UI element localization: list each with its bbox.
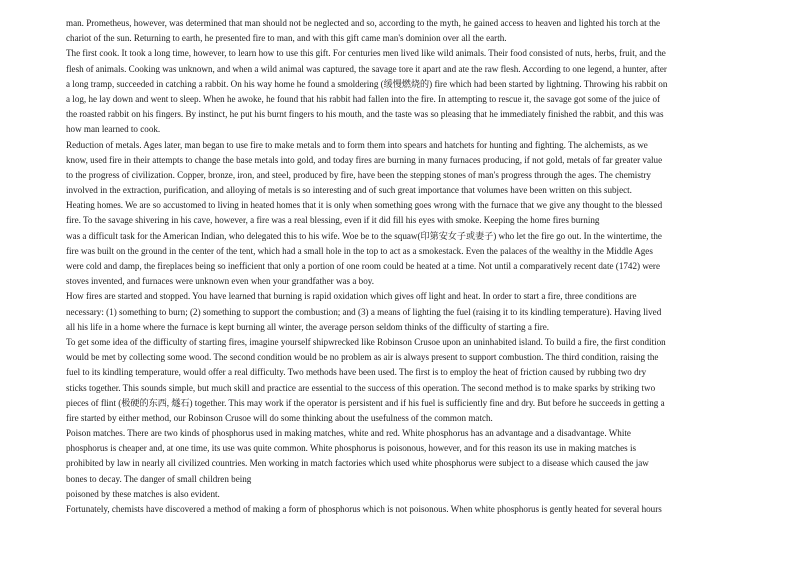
text-line: all his life in a home where the furnace is kept burning all winter, the average person seldom thinks of the difficulty of starting a fire.	[66, 321, 550, 332]
text-line: would be met by collecting some wood. The second condition would be no problem as air is always present to support combustion. The third condition, raising the	[66, 352, 659, 363]
text-line: sticks together. This sounds simple, but much skill and practice are essential to the success of this operation. The second method is to make sparks by striking two	[66, 382, 656, 393]
text-line: chariot of the sun. Returning to earth, he presented fire to man, and with this gift came man's dominion over all the earth.	[66, 33, 507, 44]
text-line: involved in the extraction, purification, and alloying of metals is so interesting and of such great importance that volumes have been written on this subject.	[66, 185, 632, 196]
text-line: phosphorus is cheaper and, at one time, its use was quite common. White phosphorus is poisonous, however, and for this reason its use in making matches is	[66, 443, 637, 454]
text-line: a long tramp, succeeded in catching a rabbit. On his way home he found a smoldering (缓慢燃烧的) fire which had been started by lightning. Throwing his rabbit on	[66, 78, 668, 89]
text-line: necessary: (1) something to burn; (2) something to support the combustion; and (3) a means of lighting the fuel (raising it to its kindling temperature). Having lived	[66, 306, 662, 317]
text-line: Reduction of metals. Ages later, man began to use fire to make metals and to form them into spears and hatchets for hunting and fighting. The alchemists, as we	[66, 139, 648, 150]
text-line: were cold and damp, the fireplaces being so inefficient that only a portion of one room could be heated at a time. Not until a comparatively recent date (1742) were	[66, 261, 660, 271]
text-line: flesh of animals. Cooking was unknown, and when a wild animal was captured, the savage tore it apart and ate the raw flesh. According to one legend, a hunter, after	[66, 63, 667, 74]
text-line: know, used fire in their attempts to change the base metals into gold, and today fires are burning in many furnaces producing, if not gold, metals of far greater value	[66, 154, 663, 165]
text-line: Poison matches. There are two kinds of phosphorus used in making matches, white and red. White phosphorus has an advantage and a disadvantage. White	[66, 428, 631, 439]
text-line: was a difficult task for the American Indian, who delegated this to his wife. Woe be to the squaw(印第安女子或妻子) who let the fire go out. In the wintertime, the	[66, 230, 662, 241]
text-line: the roasted rabbit on his fingers. By instinct, he put his burnt fingers to his mouth, and the taste was so pleasing that he immediately finished the rabbit, and this was	[66, 109, 664, 120]
text-line: fire started by either method, our Robinson Crusoe will do some thinking about the usefulness of the common match.	[66, 412, 493, 423]
text-line: bones to decay. The danger of small children being	[66, 473, 252, 484]
text-line: poisoned by these matches is also evident.	[66, 488, 220, 499]
text-line: Fortunately, chemists have discovered a method of making a form of phosphorus which is not poisonous. When white phosphorus is gently heated for several hours	[66, 504, 662, 514]
text-line: The first cook. It took a long time, however, to learn how to use this gift. For centuries men lived like wild animals. Their food consisted of nuts, herbs, fruit, and the	[66, 48, 666, 59]
text-line: How fires are started and stopped. You have learned that burning is rapid oxidation which gives off light and heat. In order to start a fire, three conditions are	[66, 291, 637, 302]
text-line: pieces of flint (极硬的东西, 燧石) together. This may work if the operator is persistent and if his fuel is sufficiently fine and dry. But before he succeeds in getting a	[66, 397, 665, 408]
text-line: fire was built on the ground in the center of the tent, which had a small hole in the top to act as a smokestack. Even the palaces of the wealthy in the Middle Ages	[66, 245, 653, 256]
text-line: prohibited by law in nearly all civilized countries. Men working in match factories which used white phosphorus were subject to a disease which caused the jaw	[66, 458, 649, 469]
text-line: fire. To the savage shivering in his cave, however, a fire was a real blessing, even if it did fill his eyes with smoke. Keeping the home fires burning	[66, 215, 600, 226]
text-line: To get some idea of the difficulty of starting fires, imagine yourself shipwrecked like Robinson Crusoe upon an uninhabited island. To build a fire, the first condition	[66, 336, 666, 347]
text-line: fuel to its kindling temperature, would offer a real difficulty. Two methods have been used. The first is to employ the heat of friction caused by rubbing two dry	[66, 367, 647, 378]
text-line: to the progress of civilization. Copper, bronze, iron, and steel, produced by fire, have been the stepping stones of man's progress through the ages. The chemistry	[66, 169, 651, 180]
text-line: how man learned to cook.	[66, 124, 161, 135]
text-line: man. Prometheus, however, was determined that man should not be neglected and so, according to the myth, he gained access to heaven and lighted his torch at the	[66, 18, 661, 28]
text-line: Heating homes. We are so accustomed to living in heated homes that it is only when something goes wrong with the furnace that we give any thought to the blessed	[66, 200, 663, 211]
text-line: a log, he lay down and went to sleep. When he awoke, he found that his rabbit had fallen into the fire. In attempting to rescue it, the savage got some of the juice of	[66, 93, 661, 104]
text-line: stoves invented, and furnaces were unknown even when your grandfather was a boy.	[66, 276, 374, 287]
